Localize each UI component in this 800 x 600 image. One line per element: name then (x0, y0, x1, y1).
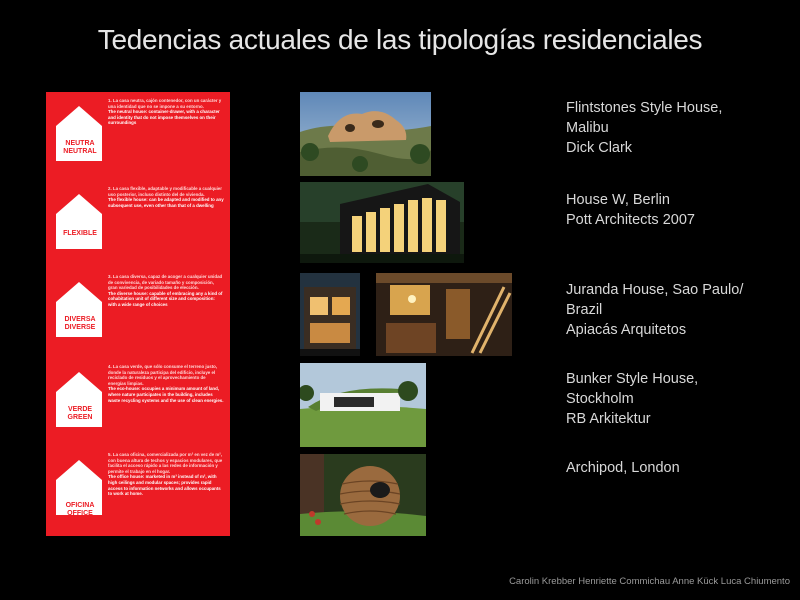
label-en: NEUTRAL (63, 148, 97, 155)
caption-line: Stockholm (566, 391, 634, 407)
photo-juranda-interior (376, 273, 512, 356)
typology-panel (46, 92, 230, 536)
typology-label (52, 406, 108, 422)
typology-row-neutral (46, 92, 230, 180)
authors-footer: Carolin Krebber Henriette Commichau Anne Kück Luca Chiumento (509, 576, 790, 587)
description-es: 1. La casa neutra, cajón contenedor, con un carácter y una identidad que no se impone a su entorno. (108, 98, 222, 109)
caption-line: Malibu (566, 120, 609, 136)
caption-line: House W, Berlin (566, 192, 670, 208)
photo-juranda-exterior (300, 273, 360, 356)
caption-line: RB Arkitektur (566, 411, 651, 427)
typology-label (52, 502, 108, 518)
caption-line: Archipod, London (566, 460, 680, 476)
description-es: 2. La casa flexible, adaptable y modificable a cualquier uso posterior, incluso distinto del de vivienda. (108, 186, 222, 197)
caption-line: Bunker Style House, (566, 371, 699, 387)
caption-line: Apiacás Arquitetos (566, 322, 687, 338)
description-en: The neutral house: container-drawer, with a character and identity that do not impose themselves on their surroundings (108, 109, 220, 126)
typology-row-office (46, 446, 230, 534)
caption-line: Brazil (566, 302, 603, 318)
typology-row-green (46, 358, 230, 446)
label-es: OFICINA (65, 502, 95, 509)
typology-row-diverse (46, 268, 230, 356)
photo-bunker-house (300, 363, 426, 447)
caption-archipod (566, 458, 680, 478)
photo-archipod (300, 454, 426, 536)
typology-description (108, 452, 224, 497)
house-icon (54, 192, 104, 250)
description-es: 4. La casa verde, que sólo consume el terreno justo, donde la naturaleza participa del edificio, incluye el reciclado de residuos y el aprovechamiento de energías limpias. (108, 364, 218, 386)
description-es: 5. La casa oficina, comercializada por m² en vez de m², con buena altura de techos y espacios modulares, que facilita el acceso rápido a las redes de información y permite el trabajo en el hogar. (108, 452, 223, 474)
typology-description (108, 186, 224, 208)
typology-description (108, 364, 224, 403)
caption-bunker (566, 369, 698, 429)
photo-flintstones-house (300, 92, 431, 176)
description-en: The office house: marketed in m³ instead of m², with high ceilings and modular spaces; provides rapid access to information networks and allows occupants to work at home. (108, 474, 221, 497)
typology-label (52, 140, 108, 156)
description-en: The diverse house: capable of embracing any a kind of cohabitation unit of different size and composition: with a wide range of choices (108, 290, 223, 307)
label-es: DIVERSA (64, 316, 96, 323)
caption-line: Juranda House, Sao Paulo/ (566, 282, 744, 298)
typology-label (52, 230, 108, 238)
typology-description (108, 98, 224, 126)
caption-line: Pott Architects 2007 (566, 212, 695, 228)
description-es: 3. La casa diversa, capaz de acoger a cualquier unidad de convivencia, de variado tamaño y composición, gran variedad de posibilidades de elección. (108, 274, 223, 291)
label-es: NEUTRA (65, 140, 95, 147)
page-title: Tedencias actuales de las tipologías residenciales (97, 24, 703, 55)
label-es: VERDE (67, 406, 93, 413)
label-es: FLEXIBLE (63, 230, 97, 237)
caption-house-w (566, 190, 695, 230)
label-en: DIVERSE (64, 324, 96, 331)
caption-juranda (566, 280, 743, 340)
typology-description (108, 274, 224, 308)
photo-house-w-berlin (300, 182, 464, 263)
typology-row-flexible (46, 180, 230, 268)
caption-line: Flintstones Style House, (566, 100, 723, 116)
label-en: OFFICE (67, 510, 93, 517)
caption-line: Dick Clark (566, 140, 633, 156)
description-en: The eco-house: occupies a minimum amount of land, where nature participates in the building, includes waste recycling systems and the use of clean energies. (108, 386, 224, 403)
caption-flintstones (566, 98, 722, 158)
typology-label (52, 316, 108, 332)
description-en: The flexible house: can be adapted and modified to any subsequent use, even other than that of a dwelling (108, 197, 224, 208)
label-en: GREEN (67, 414, 93, 421)
